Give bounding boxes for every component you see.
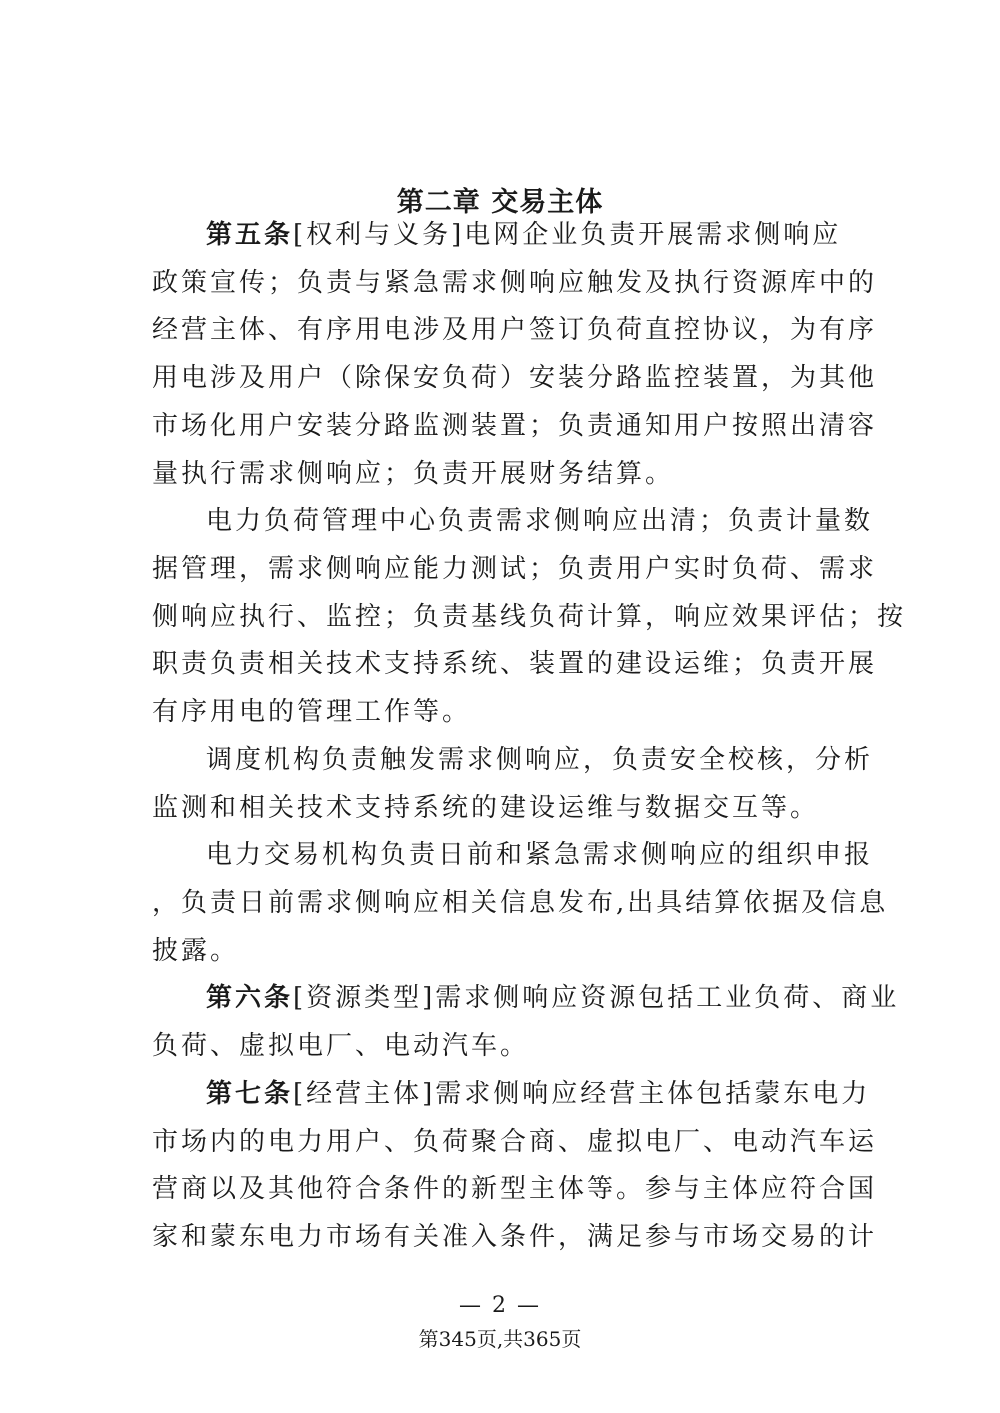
text-line xyxy=(152,691,471,728)
chapter-title: 第二章 交易主体 xyxy=(396,187,604,218)
line-text: 用电涉及用户（除保安负荷）安装分路监控装置，为其他 xyxy=(152,363,878,393)
text-line xyxy=(206,834,873,871)
text-line xyxy=(152,453,674,490)
text-line xyxy=(152,787,819,824)
line-text: 调度机构负责触发需求侧响应，负责安全校核，分析 xyxy=(206,745,874,775)
text-line xyxy=(152,1025,529,1062)
line-text: ，负责日前需求侧响应相关信息发布,出具结算依据及信息 xyxy=(152,888,889,918)
text-line xyxy=(152,1168,877,1205)
line-text: 电力负荷管理中心负责需求侧响应出清；负责计量数 xyxy=(206,506,874,536)
line-text: 监测和相关技术支持系统的建设运维与数据交互等。 xyxy=(152,793,820,823)
text-line xyxy=(152,596,906,633)
page-number: — 2 — xyxy=(459,1293,541,1318)
text-line xyxy=(152,643,877,680)
line-text: 据管理，需求侧响应能力测试；负责用户实时负荷、需求 xyxy=(152,554,878,584)
line-text: 有序用电的管理工作等。 xyxy=(152,697,472,727)
line-text: 侧响应执行、监控；负责基线负荷计算，响应效果评估；按 xyxy=(152,602,907,632)
page-count: 第345页,共365页 xyxy=(418,1327,582,1351)
line-text: 市场化用户安装分路监测装置；负责通知用户按照出清容 xyxy=(152,411,878,441)
article-number: 第五条 xyxy=(206,220,294,250)
text-line xyxy=(152,357,877,394)
text-line xyxy=(152,1216,877,1253)
line-text: [经营主体]需求侧响应经营主体包括蒙东电力 xyxy=(293,1079,871,1109)
line-text: 职责负责相关技术支持系统、装置的建设运维；负责开展 xyxy=(152,649,878,679)
line-text: 电力交易机构负责日前和紧急需求侧响应的组织申报 xyxy=(206,840,874,870)
text-line xyxy=(152,309,877,346)
line-text: 家和蒙东电力市场有关准入条件，满足参与市场交易的计 xyxy=(152,1222,878,1252)
text-line xyxy=(152,1121,877,1158)
article-number: 第七条 xyxy=(206,1079,294,1109)
line-text: [资源类型]需求侧响应资源包括工业负荷、商业 xyxy=(293,983,900,1013)
text-line xyxy=(206,1073,870,1110)
line-text: 政策宣传；负责与紧急需求侧响应触发及执行资源库中的 xyxy=(152,268,878,298)
line-text: 经营主体、有序用电涉及用户签订负荷直控协议，为有序 xyxy=(152,315,878,345)
text-line xyxy=(206,500,873,537)
line-text: [权利与义务]电网企业负责开展需求侧响应 xyxy=(293,220,842,250)
line-text: 量执行需求侧响应；负责开展财务结算。 xyxy=(152,459,675,489)
text-line xyxy=(206,214,841,251)
text-line xyxy=(152,930,239,967)
text-line xyxy=(152,882,888,919)
text-line xyxy=(206,739,873,776)
line-text: 市场内的电力用户、负荷聚合商、虚拟电厂、电动汽车运 xyxy=(152,1127,878,1157)
line-text: 营商以及其他符合条件的新型主体等。参与主体应符合国 xyxy=(152,1174,878,1204)
text-line xyxy=(152,548,877,585)
text-line xyxy=(152,405,877,442)
text-line xyxy=(206,977,899,1014)
text-line xyxy=(152,262,877,299)
line-text: 披露。 xyxy=(152,936,240,966)
line-text: 负荷、虚拟电厂、电动汽车。 xyxy=(152,1031,530,1061)
article-number: 第六条 xyxy=(206,983,294,1013)
